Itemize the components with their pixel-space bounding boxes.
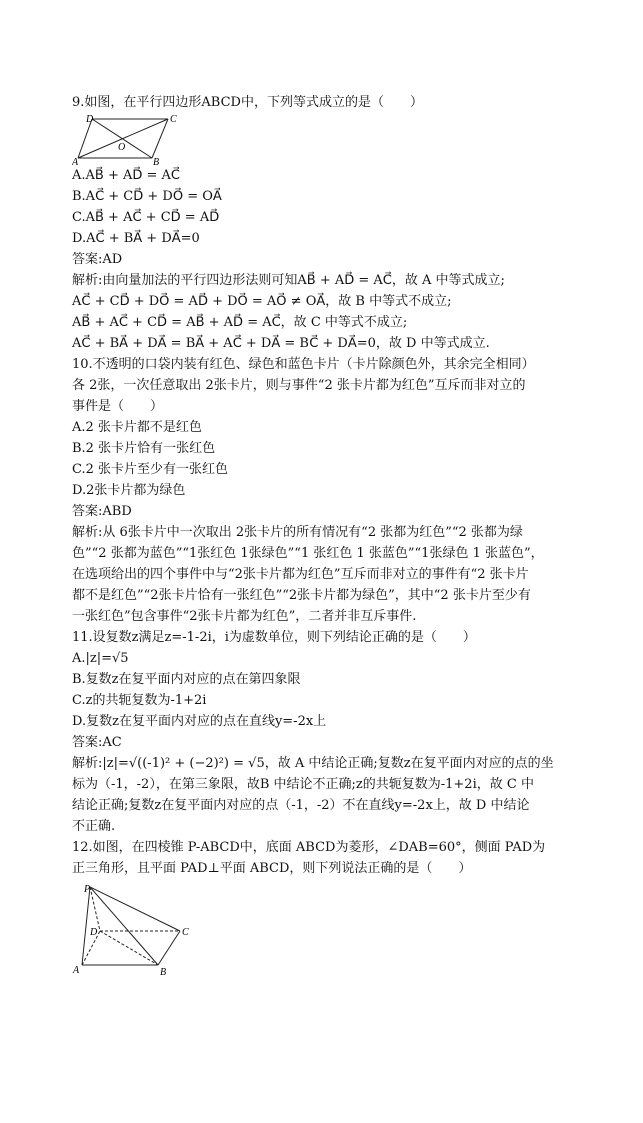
edge-pc bbox=[90, 887, 180, 931]
label-a: A bbox=[72, 157, 79, 165]
diagonal-db bbox=[100, 931, 158, 965]
q11-analysis-line-1: 解析:|z|=√((-1)² + (−2)²) = √5，故 A 中结论正确;复数z在复平面内对应的点的坐 bbox=[72, 756, 554, 771]
q9-analysis-line-3: AB⃗ + AC⃗ + CD⃗ = AB⃗ + AD⃗ = AC⃗，故 C 中等式不成立; bbox=[72, 315, 408, 330]
q11-option-c: C.z的共轭复数为-1+2i bbox=[72, 693, 207, 708]
q10-stem-line-1: 10.不透明的口袋内装有红色、绿色和蓝色卡片（卡片除颜色外，其余完全相同） bbox=[72, 357, 535, 372]
label-a: A bbox=[73, 965, 80, 976]
document-page bbox=[72, 92, 572, 979]
pyramid-figure bbox=[72, 883, 202, 979]
q10-analysis-line-2: 色”“2 张都为蓝色”“1张红色 1张绿色”“1 张红色 1 张蓝色”“1张绿色 1 张蓝色”， bbox=[72, 546, 544, 561]
label-p: P bbox=[84, 884, 91, 895]
q9-analysis-line-4: AC⃗ + BA⃗ + DA⃗ = BA⃗ + AC⃗ + DA⃗ = BC⃗ + DA⃗=0，故 D 中等式成立. bbox=[72, 336, 490, 351]
label-c: C bbox=[182, 927, 189, 938]
q9-stem: 9.如图，在平行四边形ABCD中，下列等式成立的是（ ） bbox=[72, 95, 423, 110]
q11-analysis-line-3: 结论正确;复数z在复平面内对应的点（-1，-2）不在直线y=-2x上，故 D 中结论 bbox=[72, 798, 530, 813]
q11-analysis-line-2: 标为（-1，-2），在第三象限，故B 中结论不正确;z的共轭复数为-1+2i，故 C 中 bbox=[72, 777, 534, 792]
q11-option-a: A.|z|=√5 bbox=[72, 651, 129, 666]
q10-answer: 答案:ABD bbox=[72, 504, 132, 519]
edge-pa bbox=[82, 887, 90, 965]
q11-analysis-line-4: 不正确. bbox=[72, 819, 116, 834]
q9-answer: 答案:AD bbox=[72, 252, 123, 267]
q9-option-a: A.AB⃗ + AD⃗ = AC⃗ bbox=[72, 168, 181, 183]
label-o: O bbox=[118, 142, 126, 153]
q9-analysis-line-2: AC⃗ + CD⃗ + DO⃗ = AD⃗ + DO⃗ = AO⃗ ≠ OA⃗，故 B 中等式不成立; bbox=[72, 294, 452, 309]
q9-analysis-line-1: 解析:由向量加法的平行四边形法则可知AB⃗ + AD⃗ = AC⃗，故 A 中等式成立; bbox=[72, 273, 505, 288]
q10-option-a: A.2 张卡片都不是红色 bbox=[72, 420, 202, 435]
q10-stem-line-2: 各 2张，一次任意取出 2张卡片，则与事件“2 张卡片都为红色”互斥而非对立的 bbox=[72, 378, 526, 393]
label-b: B bbox=[153, 157, 160, 165]
q12-stem-line-1: 12.如图，在四棱锥 P-ABCD中，底面 ABCD为菱形，∠DAB=60°，侧面 PAD为 bbox=[72, 840, 546, 855]
q10-option-d: D.2张卡片都为绿色 bbox=[72, 483, 186, 498]
q10-stem-line-3: 事件是（ ） bbox=[72, 399, 164, 414]
q11-answer: 答案:AC bbox=[72, 735, 122, 750]
q9-option-c: C.AB⃗ + AC⃗ + CD⃗ = AD⃗ bbox=[72, 210, 220, 225]
label-b: B bbox=[160, 967, 167, 978]
q10-option-b: B.2 张卡片恰有一张红色 bbox=[72, 441, 216, 456]
q10-analysis-line-1: 解析:从 6张卡片中一次取出 2张卡片的所有情况有“2 张都为红色”“2 张都为绿 bbox=[72, 525, 523, 540]
q10-analysis-line-4: 都不是红色”“2张卡片恰有一张红色”“2张卡片都为绿色”，其中“2 张卡片至少有 bbox=[72, 588, 531, 603]
q9-option-d: D.AC⃗ + BA⃗ + DA⃗=0 bbox=[72, 231, 200, 246]
q11-option-b: B.复数z在复平面内对应的点在第四象限 bbox=[72, 672, 301, 687]
parallelogram-figure bbox=[72, 113, 192, 165]
q11-option-d: D.复数z在复平面内对应的点在直线y=-2x上 bbox=[72, 714, 327, 729]
q10-analysis-line-5: 一张红色”包含事件“2张卡片都为红色”，二者并非互斥事件. bbox=[72, 609, 417, 624]
label-d: D bbox=[86, 114, 94, 125]
edge-pd bbox=[90, 887, 100, 931]
q10-analysis-line-3: 在选项给出的四个事件中与“2张卡片都为红色”互斥而非对立的事件有“2 张卡片 bbox=[72, 567, 529, 582]
label-c: C bbox=[170, 114, 177, 125]
q9-option-b: B.AC⃗ + CD⃗ + DO⃗ = OA⃗ bbox=[72, 189, 222, 204]
edge-bc bbox=[158, 931, 180, 965]
q12-stem-line-2: 正三角形，且平面 PAD⊥平面 ABCD，则下列说法正确的是（ ） bbox=[72, 861, 472, 876]
edge-pb bbox=[90, 887, 158, 965]
q10-option-c: C.2 张卡片至少有一张红色 bbox=[72, 462, 229, 477]
q11-stem: 11.设复数z满足z=-1-2i，i为虚数单位，则下列结论正确的是（ ） bbox=[72, 630, 476, 645]
label-d: D bbox=[90, 927, 98, 938]
